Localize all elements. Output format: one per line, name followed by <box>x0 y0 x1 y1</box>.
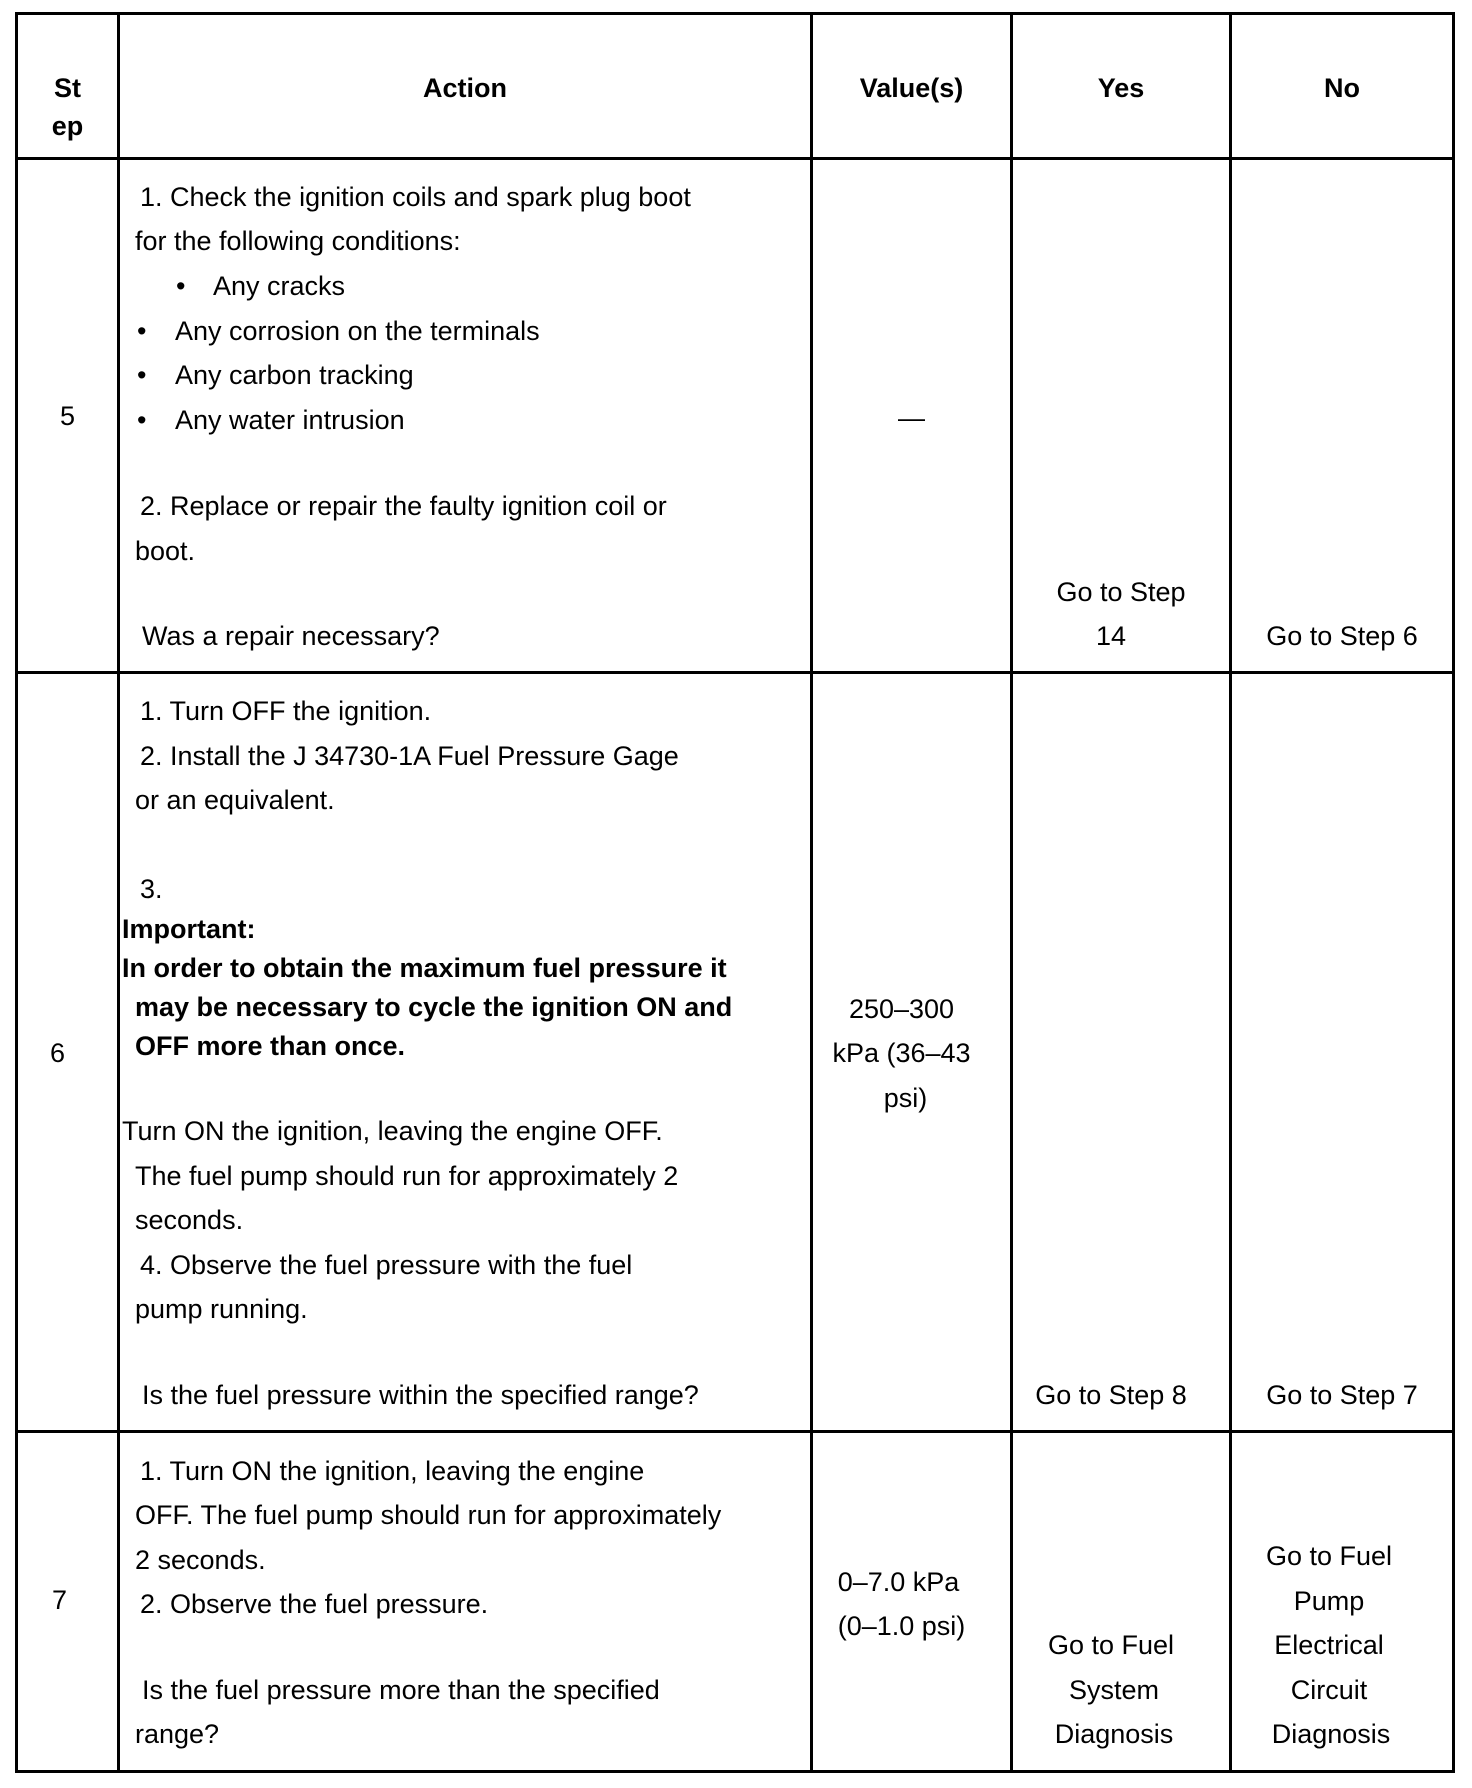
header-divider <box>15 157 1455 160</box>
important-title: Important: <box>122 914 256 944</box>
row6-action-line: The fuel pump should run for approximately 2 <box>135 1161 679 1191</box>
bullet-icon: • <box>176 271 186 301</box>
row6-yes: Go to Step 8 <box>1035 1380 1187 1410</box>
row6-action-line: 1. Turn OFF the ignition. <box>140 696 432 726</box>
table-border-right <box>1452 12 1455 1773</box>
col-divider-action <box>810 12 813 1773</box>
important-text: In order to obtain the maximum fuel pressure it <box>122 953 727 983</box>
row6-action-line: or an equivalent. <box>135 785 335 815</box>
row7-no-line: Diagnosis <box>1271 1719 1391 1749</box>
row6-action-line: pump running. <box>135 1294 308 1324</box>
row7-no-line: Circuit <box>1290 1675 1368 1705</box>
row5-question: Was a repair necessary? <box>142 621 440 651</box>
row6-action-line: 2. Install the J 34730-1A Fuel Pressure Gage <box>140 741 679 771</box>
row7-value-line: 0–7.0 kPa <box>837 1567 960 1597</box>
row7-value-line: (0–1.0 psi) <box>837 1611 966 1641</box>
row7-action-line: OFF. The fuel pump should run for approximately <box>135 1500 722 1530</box>
row7-question: range? <box>135 1719 220 1749</box>
row5-action-line: 1. Check the ignition coils and spark plug boot <box>140 182 691 212</box>
row6-question: Is the fuel pressure within the specified range? <box>142 1380 699 1410</box>
row7-action-line: 1. Turn ON the ignition, leaving the engine <box>140 1456 645 1486</box>
row7-no-line: Pump <box>1293 1586 1365 1616</box>
header-values: Value(s) <box>859 73 964 103</box>
row6-value-line: 250–300 <box>848 994 955 1024</box>
table-border-bottom <box>15 1770 1455 1773</box>
row7-action-line: 2. Observe the fuel pressure. <box>140 1589 489 1619</box>
row5-action-line: boot. <box>135 536 196 566</box>
header-step-line1: St <box>54 73 81 103</box>
row7-yes-line: System <box>1068 1675 1160 1705</box>
step-number-6: 6 <box>49 1038 66 1068</box>
row7-yes-line: Go to Fuel <box>1047 1630 1175 1660</box>
row5-yes-line: 14 <box>1095 621 1127 651</box>
row7-question: Is the fuel pressure more than the specified <box>142 1675 660 1705</box>
row6-value-line: kPa (36–43 <box>832 1038 971 1068</box>
row5-no: Go to Step 6 <box>1266 621 1418 651</box>
header-yes: Yes <box>1097 73 1145 103</box>
bullet-icon: • <box>137 316 147 346</box>
important-text: OFF more than once. <box>135 1031 406 1061</box>
important-text: may be necessary to cycle the ignition ON and <box>135 992 733 1022</box>
col-divider-values <box>1010 12 1013 1773</box>
row6-action-line: 4. Observe the fuel pressure with the fuel <box>140 1250 633 1280</box>
bullet-icon: • <box>137 360 147 390</box>
header-step-line2: ep <box>51 111 84 141</box>
row-divider-5-6 <box>15 671 1455 674</box>
row5-bullet-item: Any corrosion on the terminals <box>175 316 540 346</box>
row7-action-line: 2 seconds. <box>135 1545 266 1575</box>
step-number-5: 5 <box>59 401 76 431</box>
header-no: No <box>1324 73 1360 103</box>
table-border-left <box>15 12 18 1773</box>
row7-no-line: Go to Fuel <box>1265 1541 1393 1571</box>
col-divider-yes <box>1229 12 1232 1773</box>
row-divider-6-7 <box>15 1430 1455 1433</box>
row5-action-line: 2. Replace or repair the faulty ignition coil or <box>140 491 667 521</box>
col-divider-step <box>117 12 120 1773</box>
row5-action-line: for the following conditions: <box>135 226 461 256</box>
bullet-icon: • <box>137 405 147 435</box>
row6-action-line: 3. <box>140 874 163 904</box>
row5-value: — <box>898 403 925 433</box>
row6-action-line: seconds. <box>135 1205 244 1235</box>
row5-bullet-item: Any carbon tracking <box>175 360 414 390</box>
row7-yes-line: Diagnosis <box>1054 1719 1174 1749</box>
row6-no: Go to Step 7 <box>1266 1380 1418 1410</box>
row5-bullet-item: Any water intrusion <box>175 405 405 435</box>
row6-action-line: Turn ON the ignition, leaving the engine OFF. <box>122 1116 663 1146</box>
row5-yes-line: Go to Step <box>1056 577 1186 607</box>
table-border-top <box>15 12 1455 15</box>
row6-value-line: psi) <box>883 1083 928 1113</box>
row5-bullet-item: Any cracks <box>213 271 346 301</box>
header-action: Action <box>423 73 507 103</box>
step-number-7: 7 <box>51 1585 68 1615</box>
row7-no-line: Electrical <box>1274 1630 1384 1660</box>
